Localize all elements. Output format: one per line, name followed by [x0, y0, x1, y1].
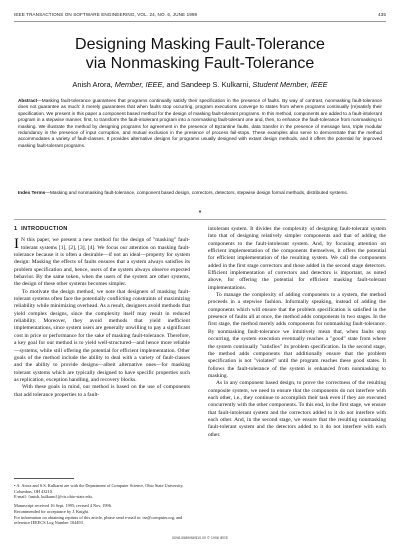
index-terms-text: —Masking and nonmasking fault-tolerance, component based design, correctors, detectors, stepwise design formal methods, distributed systems.: [45, 190, 349, 195]
running-head: [14, 12, 386, 17]
footnote-manuscript: Manuscript received 16 Sept. 1995; revised 4 Nov. 1996.: [14, 503, 112, 509]
footnote-affiliation: • A. Arora and S.S. Kulkarni are with the Department of Computer Science, Ohio State University, Columbus, OH 43210.: [14, 483, 184, 494]
footnotes: [14, 483, 190, 526]
section-heading: [14, 226, 190, 233]
intro-paragraph-3: With these goals in mind, our method is based on the use of components that add tolerance properties to a fault-: [14, 384, 190, 398]
abstract: [18, 98, 382, 149]
header-rule: [14, 21, 386, 22]
abstract-text: —Masking fault-tolerance guarantees that programs continually satisfy their specification in the presence of faults. By way of contrast, nonmasking fault-tolerance does not guarantee as much: it merely guarantees that when faults stop occurring, program executions converge to states from where programs continually (re)satisfy their specification. We present in this paper a component based method for the design of masking fault-tolerant programs. In this method, components are added to a fault-intolerant program in a stepwise manner, first, to transform the fault-intolerant program into a nonmasking fault-tolerant one and, then, to enhance the fault-tolerance from nonmasking to masking. We illustrate the method by designing programs for agreement in the presence of Byzantine faults, data transfer in the presence of message loss, triple modular redundancy in the presence of input corruption, and mutual exclusion in the presence of process fail-stops. These examples also serve to demonstrate that the method accommodates a variety of fault-classes. It provides alternative designs for programs usually designed with extant design methods, and it offers the potential for improved masking fault-tolerant programs.: [18, 98, 382, 148]
page-number: 435: [378, 12, 386, 17]
index-terms-label: Index Terms: [18, 190, 46, 195]
author-2-role: Student Member, IEEE: [252, 80, 328, 89]
journal-citation: IEEE TRANSACTIONS ON SOFTWARE ENGINEERING, VOL. 24, NO. 6, JUNE 1998: [14, 12, 198, 17]
title-line-2: via Nonmasking Fault-Tolerance: [85, 55, 315, 72]
drop-cap: I: [14, 236, 19, 253]
intro-paragraph-2: To motivate the design method, we note that designers of masking fault-tolerant systems often face the potentially conflicting constraints of maximizing reliability while minimizing overhead. As a result, designers avoid methods that yield complex designs, since the complexity itself may result in reduced reliability. Moreover, they avoid methods that yield inefficient implementations, since system users are generally unwilling to pay a significant cost in price or performance for the sake of masking fault-tolerance. Therefore, a key goal for our method is to yield well-structured—and hence more reliable—systems, while still offering the potential for efficient implementation. Other goals of the method include the ability to deal with a variety of fault-classes and the ability to provide designs—albeit alternative ones—for masking tolerant systems which are typically designed to have specific properties such as replication, exception handling, and recovery blocks.: [14, 288, 190, 383]
right-column: [208, 226, 386, 439]
footnote-rule: [14, 478, 74, 479]
left-column: [14, 226, 190, 399]
right-paragraph-1: intolerant system. It divides the complexity of designing fault-tolerant system into that of designing relatively simpler components and that of adding the components to the fault-intolerant system. And, by focusing attention on efficient implementation of the components themselves, it offers the potential for efficient implementation of the resulting system. We call the components added in the first stage correctors and those added in the second stage detectors. Efficient implementation of correctors and detectors is important, as noted above, for offering the potential for efficient masking fault-tolerant implementations.: [208, 226, 386, 291]
author-1: Anish Arora,: [72, 80, 113, 89]
footnote-email: E-mail: {anish, kulkarni}@cis.ohio-state.edu.: [14, 494, 93, 500]
separator-rule: [14, 219, 386, 220]
section-separator-mark: ♦: [198, 210, 202, 215]
title-line-1: Designing Masking Fault-Tolerance: [75, 36, 325, 53]
author-connector: and Sandeep S. Kulkarni,: [166, 80, 251, 89]
footnote-recommended: Recommended for acceptance by J. Knight.: [14, 508, 90, 514]
section-number: 1: [14, 226, 18, 232]
index-terms: [18, 190, 382, 196]
author-line: [20, 80, 380, 89]
section-title: INTRODUCTION: [21, 226, 68, 232]
intro-paragraph-1-text: N this paper, we present a new method for the design of "masking" fault-tolerant systems [1], [2], [3], [4]. We focus our attention on masking fault-tolerance because it is often a desirable—if not an ideal—property for system design: Masking the effects of faults ensures that a system always satisfies its problem specification and, hence, users of the system always observe expected behavior. By the same token, when the users of the system are other systems, the design of these other systems becomes simpler.: [14, 237, 190, 288]
paper-title: [20, 35, 380, 73]
author-1-role: Member, IEEE,: [114, 80, 165, 89]
abstract-label: Abstract: [18, 98, 38, 103]
intro-paragraph-1: [14, 237, 190, 288]
right-paragraph-3: As in any component based design, to prove the correctness of the resulting composite system, we need to ensure that the components do not interfere with each other, i.e., they continue to accomplish their task even if they are executed concurrently with the other components. To this end, in the first stage, we ensure that fault-intolerant system and the correctors added to it do not interfere with each other. And, in the second stage, we ensure that the resulting nonmasking fault-tolerant system and the detectors added to it do not interfere with each other.: [208, 380, 386, 438]
right-paragraph-2: To manage the complexity of adding components to a system, the method proceeds in a stepwise fashion. Informally speaking, instead of adding the components which will ensure that the problem specification is satisfied in the presence of faults all at once, the method adds components in two stages. In the first stage, the method merely adds components for nonmasking fault-tolerance. By nonmasking fault-tolerance we intuitively mean that, when faults stop occurring, the system execution eventually reaches a "good" state from where the system continually "satisfies" its problem specification. In the second stage, the method adds components that additionally ensure that the problem specification is not "violated" until the program reaches these good states. It follows the fault-tolerance of the system is enhanced from nonmasking to masking.: [208, 292, 386, 379]
copyright-code: 0098-5589/98/$10.00 © 1998 IEEE: [172, 536, 228, 540]
footnote-reprints: For information on obtaining reprints of this article, please send e-mail to: tse@computer.org, and reference IEEECS Log Number 104493.: [14, 514, 183, 526]
